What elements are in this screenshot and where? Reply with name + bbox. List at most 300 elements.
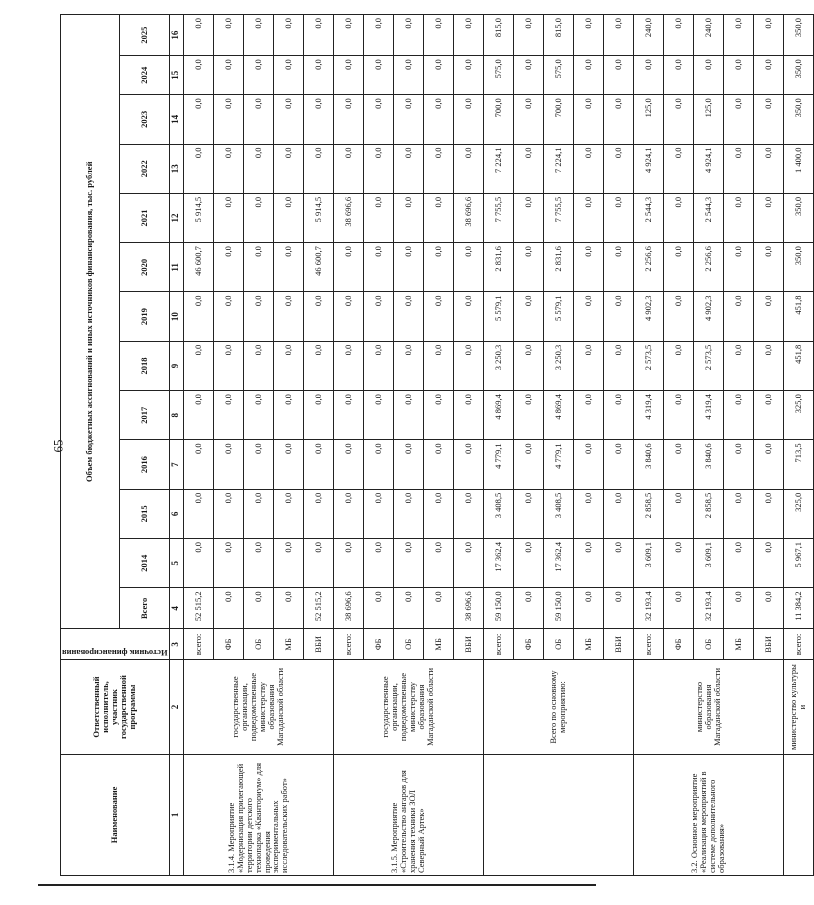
year-value: 0,0: [453, 243, 483, 292]
year-value: 0,0: [393, 292, 423, 341]
total-value: 0,0: [273, 588, 303, 629]
funding-source: ФБ: [663, 629, 693, 660]
year-value: 0,0: [213, 341, 243, 390]
year-value: 0,0: [453, 56, 483, 95]
column-number: 2: [169, 660, 183, 755]
total-value: 38 696,6: [333, 588, 363, 629]
funding-source: всего:: [183, 629, 213, 660]
year-value: 0,0: [303, 292, 333, 341]
year-value: 3 840,6: [633, 440, 663, 489]
header-year: 2014: [119, 539, 169, 588]
year-value: 0,0: [423, 440, 453, 489]
year-value: 0,0: [363, 56, 393, 95]
total-value: 52 515,2: [183, 588, 213, 629]
year-value: 0,0: [753, 193, 783, 242]
year-value: 0,0: [603, 391, 633, 440]
year-value: 0,0: [453, 440, 483, 489]
total-value: 0,0: [423, 588, 453, 629]
year-value: 46 600,7: [303, 243, 333, 292]
year-value: 3 250,3: [543, 341, 573, 390]
year-value: 325,0: [783, 391, 813, 440]
responsible-executor: министерство культуры и: [783, 660, 813, 755]
year-value: 0,0: [453, 539, 483, 588]
year-value: 7 755,5: [483, 193, 513, 242]
year-value: 0,0: [423, 15, 453, 56]
year-value: 0,0: [573, 193, 603, 242]
year-value: 17 362,4: [543, 539, 573, 588]
year-value: 0,0: [273, 391, 303, 440]
year-value: 0,0: [213, 292, 243, 341]
year-value: 0,0: [363, 539, 393, 588]
year-value: 0,0: [183, 341, 213, 390]
funding-source: ОБ: [543, 629, 573, 660]
year-value: 0,0: [423, 489, 453, 538]
column-number: 9: [169, 341, 183, 390]
year-value: 0,0: [663, 391, 693, 440]
total-value: 0,0: [213, 588, 243, 629]
year-value: 4 869,4: [483, 391, 513, 440]
year-value: 0,0: [573, 539, 603, 588]
year-value: 0,0: [663, 292, 693, 341]
year-value: 700,0: [483, 95, 513, 144]
year-value: 7 224,1: [543, 144, 573, 193]
year-value: 0,0: [603, 193, 633, 242]
year-value: 0,0: [423, 341, 453, 390]
year-value: 0,0: [213, 243, 243, 292]
year-value: 713,5: [783, 440, 813, 489]
year-value: 0,0: [183, 539, 213, 588]
funding-source: ФБ: [363, 629, 393, 660]
funding-source: МБ: [273, 629, 303, 660]
year-value: 125,0: [633, 95, 663, 144]
year-value: 2 573,5: [633, 341, 663, 390]
total-value: 0,0: [753, 588, 783, 629]
year-value: 4 779,1: [543, 440, 573, 489]
year-value: 5 914,5: [183, 193, 213, 242]
year-value: 0,0: [453, 144, 483, 193]
total-value: 59 150,0: [483, 588, 513, 629]
year-value: 0,0: [333, 341, 363, 390]
header-year: 2016: [119, 440, 169, 489]
column-number: 3: [169, 629, 183, 660]
year-value: 2 544,3: [693, 193, 723, 242]
year-value: 4 924,1: [633, 144, 663, 193]
funding-source: МБ: [573, 629, 603, 660]
year-value: 0,0: [333, 391, 363, 440]
total-value: 11 384,2: [783, 588, 813, 629]
year-value: 350,0: [783, 95, 813, 144]
header-year: 2020: [119, 243, 169, 292]
year-value: 0,0: [333, 440, 363, 489]
header-year: 2025: [119, 15, 169, 56]
funding-source: МБ: [423, 629, 453, 660]
funding-source: ОБ: [243, 629, 273, 660]
total-value: 52 515,2: [303, 588, 333, 629]
year-value: 0,0: [243, 341, 273, 390]
year-value: 0,0: [453, 391, 483, 440]
year-value: 0,0: [333, 243, 363, 292]
year-value: 0,0: [393, 144, 423, 193]
year-value: 0,0: [663, 193, 693, 242]
total-value: 0,0: [393, 588, 423, 629]
year-value: 0,0: [453, 95, 483, 144]
total-value: 59 150,0: [543, 588, 573, 629]
year-value: 0,0: [663, 15, 693, 56]
budget-table-rotated: [60, 14, 808, 876]
year-value: 0,0: [243, 440, 273, 489]
funding-source: ОБ: [693, 629, 723, 660]
measure-name: [483, 754, 633, 875]
measure-name: 3.2. Основное мероприятие «Реализация мероприятий в системе дополнительного образования»: [633, 754, 783, 875]
year-value: 0,0: [603, 144, 633, 193]
column-number: 11: [169, 243, 183, 292]
year-value: 0,0: [213, 440, 243, 489]
year-value: 0,0: [633, 56, 663, 95]
year-value: 0,0: [393, 243, 423, 292]
year-value: 0,0: [723, 243, 753, 292]
year-value: 4 319,4: [693, 391, 723, 440]
column-number: 16: [169, 15, 183, 56]
column-number: 13: [169, 144, 183, 193]
table-row: [783, 15, 813, 876]
year-value: 2 256,6: [633, 243, 663, 292]
year-value: 350,0: [783, 15, 813, 56]
funding-source: ВБИ: [603, 629, 633, 660]
year-value: 0,0: [243, 292, 273, 341]
year-value: 0,0: [753, 489, 783, 538]
year-value: 0,0: [663, 144, 693, 193]
column-number: 8: [169, 391, 183, 440]
year-value: 0,0: [333, 539, 363, 588]
year-value: 0,0: [393, 341, 423, 390]
year-value: 0,0: [303, 489, 333, 538]
year-value: 0,0: [273, 95, 303, 144]
year-value: 3 609,1: [693, 539, 723, 588]
header-year: 2015: [119, 489, 169, 538]
year-value: 0,0: [723, 15, 753, 56]
total-value: 0,0: [363, 588, 393, 629]
year-value: 350,0: [783, 243, 813, 292]
year-value: 0,0: [723, 341, 753, 390]
year-value: 4 924,1: [693, 144, 723, 193]
year-value: 0,0: [753, 341, 783, 390]
year-value: 4 319,4: [633, 391, 663, 440]
year-value: 0,0: [243, 539, 273, 588]
header-name: Наименование: [61, 754, 170, 875]
year-value: 0,0: [183, 489, 213, 538]
year-value: 0,0: [753, 95, 783, 144]
year-value: 0,0: [603, 440, 633, 489]
year-value: 0,0: [183, 440, 213, 489]
year-value: 0,0: [273, 489, 303, 538]
budget-table: [60, 14, 814, 876]
header-source: [61, 629, 170, 660]
year-value: 700,0: [543, 95, 573, 144]
year-value: 0,0: [663, 489, 693, 538]
responsible-executor: министерство образования Магаданской области: [633, 660, 783, 755]
year-value: 3 840,6: [693, 440, 723, 489]
total-value: 32 193,4: [633, 588, 663, 629]
year-value: 0,0: [663, 243, 693, 292]
year-value: 2 858,5: [693, 489, 723, 538]
responsible-executor: государственные организации, подведомственные министерству образования Магаданской области: [333, 660, 483, 755]
year-value: 0,0: [303, 391, 333, 440]
year-value: 0,0: [753, 292, 783, 341]
year-value: 5 914,5: [303, 193, 333, 242]
year-value: 0,0: [213, 539, 243, 588]
year-value: 0,0: [513, 56, 543, 95]
year-value: 0,0: [753, 440, 783, 489]
year-value: 2 544,3: [633, 193, 663, 242]
column-number: 6: [169, 489, 183, 538]
measure-name: 3.1.5. Мероприятие «Строительство ангаров для хранения техники ЗОЛ Северный Артек»: [333, 754, 483, 875]
year-value: 0,0: [663, 341, 693, 390]
year-value: 0,0: [303, 539, 333, 588]
header-year: 2023: [119, 95, 169, 144]
year-value: 2 858,5: [633, 489, 663, 538]
header-source-text: Источник финансирования: [62, 648, 168, 659]
year-value: 0,0: [603, 95, 633, 144]
year-value: 0,0: [573, 56, 603, 95]
funding-source: всего:: [783, 629, 813, 660]
year-value: 0,0: [603, 292, 633, 341]
year-value: 0,0: [363, 95, 393, 144]
year-value: 575,0: [543, 56, 573, 95]
year-value: 0,0: [393, 95, 423, 144]
year-value: 0,0: [513, 539, 543, 588]
total-value: 38 696,6: [453, 588, 483, 629]
responsible-executor: государственные организации, подведомственные министерству образования Магаданской области: [183, 660, 333, 755]
header-year: 2017: [119, 391, 169, 440]
year-value: 0,0: [183, 144, 213, 193]
page-number: 65: [50, 439, 66, 453]
year-value: 0,0: [363, 15, 393, 56]
year-value: 0,0: [273, 193, 303, 242]
year-value: 815,0: [543, 15, 573, 56]
header-year: 2021: [119, 193, 169, 242]
year-value: 3 250,3: [483, 341, 513, 390]
total-value: 0,0: [573, 588, 603, 629]
year-value: 5 967,1: [783, 539, 813, 588]
year-value: 0,0: [213, 95, 243, 144]
year-value: 325,0: [783, 489, 813, 538]
year-value: 0,0: [273, 56, 303, 95]
measure-name: [783, 754, 813, 875]
funding-source: ВБИ: [303, 629, 333, 660]
funding-source: ВБИ: [753, 629, 783, 660]
year-value: 350,0: [783, 56, 813, 95]
year-value: 0,0: [573, 391, 603, 440]
year-value: 0,0: [243, 489, 273, 538]
year-value: 0,0: [303, 95, 333, 144]
year-value: 0,0: [243, 391, 273, 440]
year-value: 0,0: [213, 15, 243, 56]
column-number: 12: [169, 193, 183, 242]
table-row: [333, 15, 363, 876]
year-value: 0,0: [213, 56, 243, 95]
funding-source: ВБИ: [453, 629, 483, 660]
year-value: 0,0: [753, 144, 783, 193]
year-value: 0,0: [213, 193, 243, 242]
funding-source: МБ: [723, 629, 753, 660]
year-value: 0,0: [663, 56, 693, 95]
year-value: 0,0: [453, 489, 483, 538]
year-value: 0,0: [573, 95, 603, 144]
responsible-executor: Всего по основному мероприятию:: [483, 660, 633, 755]
year-value: 240,0: [633, 15, 663, 56]
year-value: 0,0: [273, 144, 303, 193]
year-value: 38 696,6: [453, 193, 483, 242]
year-value: 0,0: [273, 440, 303, 489]
year-value: 0,0: [363, 144, 393, 193]
year-value: 0,0: [183, 95, 213, 144]
year-value: 4 902,3: [693, 292, 723, 341]
year-value: 1 400,0: [783, 144, 813, 193]
year-value: 0,0: [393, 391, 423, 440]
year-value: 0,0: [423, 56, 453, 95]
year-value: 3 408,5: [483, 489, 513, 538]
year-value: 0,0: [423, 391, 453, 440]
year-value: 38 696,6: [333, 193, 363, 242]
bottom-rule: [38, 884, 596, 886]
year-value: 0,0: [213, 144, 243, 193]
year-value: 4 869,4: [543, 391, 573, 440]
year-value: 0,0: [573, 243, 603, 292]
year-value: 2 831,6: [543, 243, 573, 292]
year-value: 0,0: [513, 95, 543, 144]
year-value: 0,0: [603, 243, 633, 292]
year-value: 3 609,1: [633, 539, 663, 588]
header-year: 2018: [119, 341, 169, 390]
year-value: 0,0: [573, 15, 603, 56]
year-value: 0,0: [723, 539, 753, 588]
column-number: 14: [169, 95, 183, 144]
year-value: 0,0: [243, 95, 273, 144]
year-value: 2 573,5: [693, 341, 723, 390]
year-value: 0,0: [333, 144, 363, 193]
year-value: 451,8: [783, 292, 813, 341]
funding-source: всего:: [633, 629, 663, 660]
year-value: 0,0: [513, 292, 543, 341]
year-value: 0,0: [393, 193, 423, 242]
year-value: 4 779,1: [483, 440, 513, 489]
year-value: 0,0: [603, 56, 633, 95]
year-value: 0,0: [513, 440, 543, 489]
year-value: 3 408,5: [543, 489, 573, 538]
year-value: 0,0: [693, 56, 723, 95]
year-value: 0,0: [513, 193, 543, 242]
year-value: 0,0: [363, 193, 393, 242]
year-value: 451,8: [783, 341, 813, 390]
year-value: 0,0: [723, 56, 753, 95]
year-value: 0,0: [603, 489, 633, 538]
year-value: 4 902,3: [633, 292, 663, 341]
column-number: 15: [169, 56, 183, 95]
year-value: 0,0: [723, 193, 753, 242]
funding-source: всего:: [333, 629, 363, 660]
header-year: 2022: [119, 144, 169, 193]
year-value: 0,0: [273, 341, 303, 390]
year-value: 240,0: [693, 15, 723, 56]
total-value: 0,0: [603, 588, 633, 629]
year-value: 575,0: [483, 56, 513, 95]
year-value: 0,0: [393, 440, 423, 489]
year-value: 0,0: [453, 292, 483, 341]
year-value: 0,0: [603, 15, 633, 56]
year-value: 0,0: [363, 243, 393, 292]
year-value: 0,0: [753, 391, 783, 440]
year-value: 0,0: [273, 539, 303, 588]
year-value: 0,0: [723, 391, 753, 440]
year-value: 0,0: [423, 243, 453, 292]
year-value: 0,0: [303, 341, 333, 390]
year-value: 0,0: [513, 489, 543, 538]
year-value: 0,0: [663, 440, 693, 489]
year-value: 0,0: [393, 539, 423, 588]
year-value: 0,0: [423, 144, 453, 193]
total-value: 0,0: [663, 588, 693, 629]
header-year: 2024: [119, 56, 169, 95]
year-value: 0,0: [573, 341, 603, 390]
total-value: 0,0: [723, 588, 753, 629]
year-value: 2 831,6: [483, 243, 513, 292]
year-value: 0,0: [753, 15, 783, 56]
year-value: 0,0: [303, 440, 333, 489]
column-number: 4: [169, 588, 183, 629]
year-value: 0,0: [213, 391, 243, 440]
funding-source: ФБ: [513, 629, 543, 660]
year-value: 0,0: [753, 243, 783, 292]
year-value: 0,0: [603, 539, 633, 588]
year-value: 5 579,1: [483, 292, 513, 341]
year-value: 5 579,1: [543, 292, 573, 341]
year-value: 0,0: [303, 56, 333, 95]
year-value: 0,0: [573, 489, 603, 538]
year-value: 0,0: [333, 15, 363, 56]
year-value: 0,0: [423, 292, 453, 341]
table-row: [483, 15, 513, 876]
year-value: 0,0: [243, 144, 273, 193]
column-number: 10: [169, 292, 183, 341]
year-value: 0,0: [513, 243, 543, 292]
year-value: 0,0: [513, 144, 543, 193]
year-value: 0,0: [183, 292, 213, 341]
year-value: 0,0: [423, 95, 453, 144]
year-value: 2 256,6: [693, 243, 723, 292]
year-value: 0,0: [273, 15, 303, 56]
year-value: 125,0: [693, 95, 723, 144]
total-value: 32 193,4: [693, 588, 723, 629]
year-value: 0,0: [513, 391, 543, 440]
table-row: [183, 15, 213, 876]
year-value: 0,0: [393, 56, 423, 95]
year-value: 0,0: [273, 292, 303, 341]
year-value: 0,0: [303, 15, 333, 56]
year-value: 815,0: [483, 15, 513, 56]
table-row: [633, 15, 663, 876]
funding-source: всего:: [483, 629, 513, 660]
year-value: 0,0: [723, 144, 753, 193]
year-value: 0,0: [663, 95, 693, 144]
year-value: 0,0: [423, 193, 453, 242]
column-number: 7: [169, 440, 183, 489]
year-value: 0,0: [333, 95, 363, 144]
year-value: 0,0: [333, 292, 363, 341]
header-year: 2019: [119, 292, 169, 341]
header-funding: Объем бюджетных ассигнований и иных источников финансирования, тыс. рублей: [61, 15, 120, 629]
year-value: 46 600,7: [183, 243, 213, 292]
year-value: 0,0: [303, 144, 333, 193]
